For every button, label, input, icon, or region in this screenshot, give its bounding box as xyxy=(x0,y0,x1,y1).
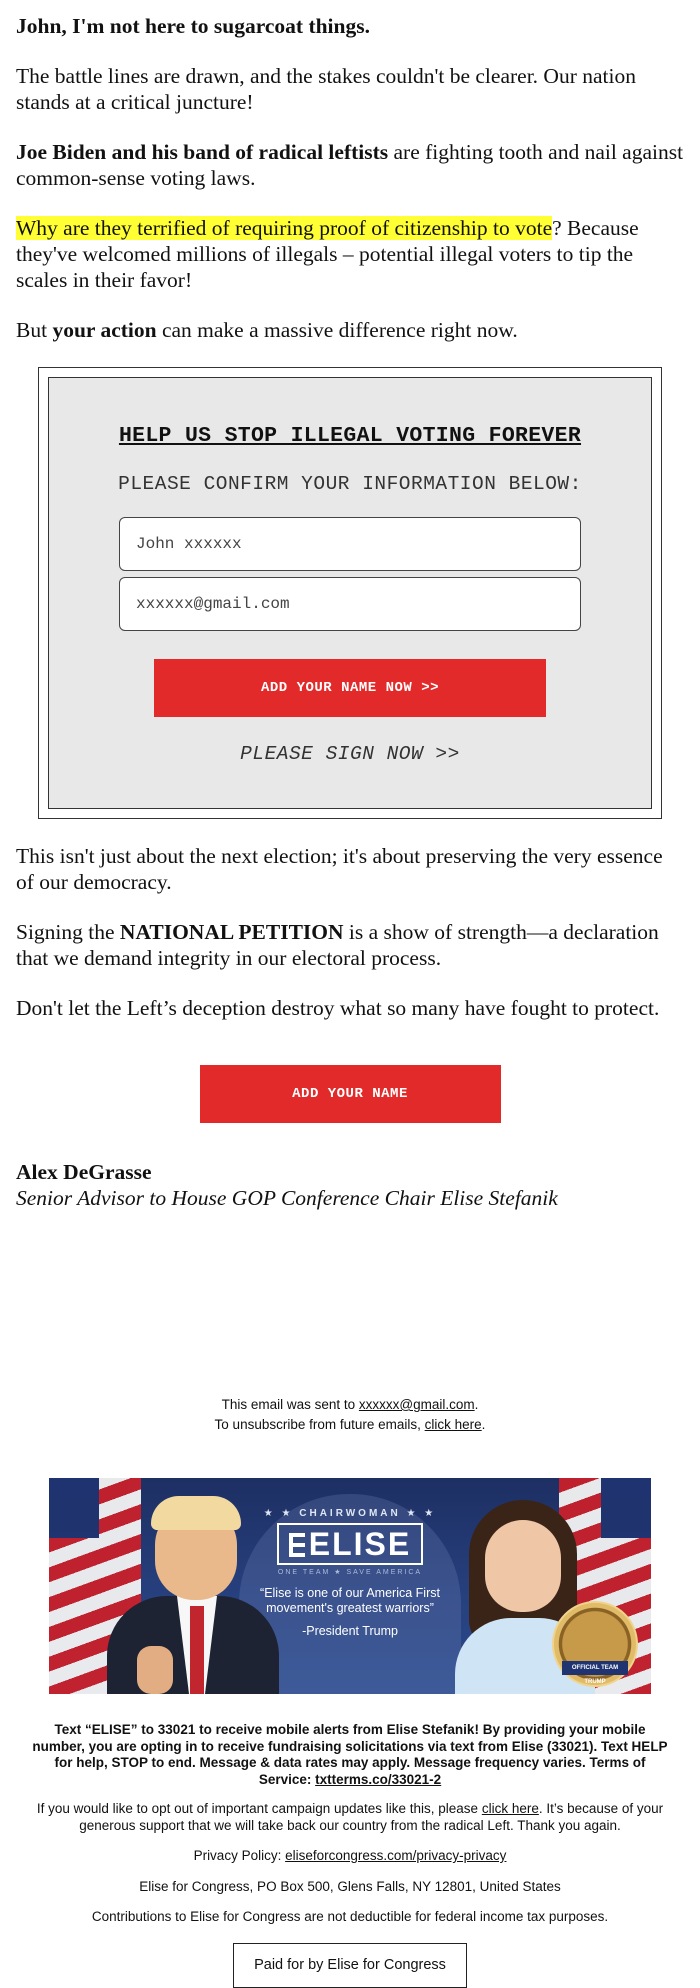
elise-banner-image[interactable] xyxy=(49,1478,651,1694)
elise-wordmark: ELISE xyxy=(308,1526,412,1562)
name-field[interactable]: John xxxxxx xyxy=(119,517,581,571)
text: . xyxy=(481,1417,486,1432)
mailing-address: Elise for Congress, PO Box 500, Glens Falls, NY 12801, United States xyxy=(139,1878,561,1894)
hair xyxy=(151,1496,241,1530)
bold-phrase: Joe Biden and his band of radical leftists xyxy=(16,140,389,164)
elise-logo xyxy=(277,1523,423,1565)
tagline: ONE TEAM ★ SAVE AMERICA xyxy=(277,1569,423,1576)
text: To unsubscribe from future emails, xyxy=(214,1417,425,1432)
bold-phrase: NATIONAL PETITION xyxy=(119,920,344,944)
face xyxy=(485,1520,561,1612)
unsubscribe-line xyxy=(0,1415,700,1435)
form-subtitle: PLEASE CONFIRM YOUR INFORMATION BELOW: xyxy=(118,473,582,495)
add-your-name-button[interactable]: ADD YOUR NAME xyxy=(200,1065,501,1123)
flag-stars xyxy=(601,1478,651,1538)
red-tie xyxy=(190,1606,204,1694)
quote-attribution: -President Trump xyxy=(302,1624,398,1638)
text: . It’s because of your generous support that we will take back our country from the radical Left. Thank you again. xyxy=(79,1801,664,1833)
bold-phrase: your action xyxy=(52,318,157,342)
text: . xyxy=(474,1397,479,1412)
elise-logo-block xyxy=(255,1508,445,1638)
thumbs-up-hand xyxy=(137,1646,173,1694)
paragraph-4 xyxy=(16,317,684,343)
unsubscribe-link[interactable]: click here xyxy=(424,1417,482,1432)
text: is a show of strength—a declaration that we demand integrity in our electoral process. xyxy=(16,920,659,970)
text: are fighting tooth and nail against common-sense voting laws. xyxy=(16,140,684,190)
email-field[interactable]: xxxxxx@gmail.com xyxy=(119,577,581,631)
text: Privacy Policy: xyxy=(193,1848,286,1863)
form-title: HELP US STOP ILLEGAL VOTING FOREVER xyxy=(118,424,582,448)
paragraph-6 xyxy=(16,919,684,971)
privacy-policy xyxy=(0,1848,700,1865)
contributions-disclaimer: Contributions to Elise for Congress are not deductible for federal income tax purposes. xyxy=(91,1909,609,1924)
paid-for-disclaimer: Paid for by Elise for Congress xyxy=(233,1943,467,1988)
please-sign-now-link[interactable]: PLEASE SIGN NOW >> xyxy=(240,743,460,765)
team-trump-seal-icon xyxy=(552,1601,638,1687)
text: can make a massive difference right now. xyxy=(156,318,518,342)
text: But xyxy=(16,318,53,342)
petition-form-box xyxy=(38,367,662,819)
opt-out-notice xyxy=(10,1801,690,1834)
paragraph-5: This isn't just about the next election; it's about preserving the very essence of our democracy. xyxy=(16,844,663,894)
signature-name: Alex DeGrasse xyxy=(16,1160,152,1184)
text: Signing the xyxy=(16,920,120,944)
greeting: John, I'm not here to sugarcoat things. xyxy=(16,14,370,38)
sent-to-line xyxy=(0,1395,700,1415)
petition-form xyxy=(48,377,652,809)
paragraph-2 xyxy=(16,139,684,191)
flag-stars xyxy=(49,1478,99,1538)
seal-label: OFFICIAL TEAM TRUMP xyxy=(562,1661,628,1675)
sent-notice xyxy=(0,1395,700,1435)
paragraph-7: Don't let the Left’s deception destroy what so many have fought to protect. xyxy=(16,996,660,1020)
sms-terms xyxy=(30,1722,670,1788)
paragraph-1: The battle lines are drawn, and the stakes couldn't be clearer. Our nation stands at a critical juncture! xyxy=(16,64,636,114)
email-footer xyxy=(0,1395,700,1988)
chairwoman-label: ★ ★ CHAIRWOMAN ★ ★ xyxy=(263,1508,437,1519)
opt-out-link[interactable]: click here xyxy=(481,1801,539,1816)
text: ? Because they've welcomed millions of illegals – potential illegal voters to tip the scales in their favor! xyxy=(16,216,639,292)
signature-title: Senior Advisor to House GOP Conference Chair Elise Stefanik xyxy=(16,1186,558,1210)
terms-link[interactable]: txtterms.co/33021-2 xyxy=(315,1771,442,1787)
paragraph-3 xyxy=(16,215,684,293)
e-stripes-icon xyxy=(289,1533,305,1557)
highlighted-phrase: Why are they terrified of requiring proof of citizenship to vote xyxy=(16,216,553,240)
banner-quote: “Elise is one of our America First movement's greatest warriors” xyxy=(260,1586,440,1615)
recipient-email-link[interactable]: xxxxxx@gmail.com xyxy=(358,1397,475,1412)
add-your-name-now-button[interactable]: ADD YOUR NAME NOW >> xyxy=(154,659,546,717)
text: Text “ELISE” to 33021 to receive mobile alerts from Elise Stefanik! By providing your mobile number, you are opting in to receive fundraising solicitations via text from Elise (33021). Text HELP for help, STOP to end. Message & data rates may apply. Message frequency varies. Terms of Service: xyxy=(32,1722,668,1787)
text: If you would like to opt out of important campaign updates like this, please xyxy=(36,1801,482,1816)
privacy-policy-link[interactable]: eliseforcongress.com/privacy-privacy xyxy=(285,1848,507,1863)
text: This email was sent to xyxy=(221,1397,359,1412)
email-body xyxy=(0,14,700,1211)
